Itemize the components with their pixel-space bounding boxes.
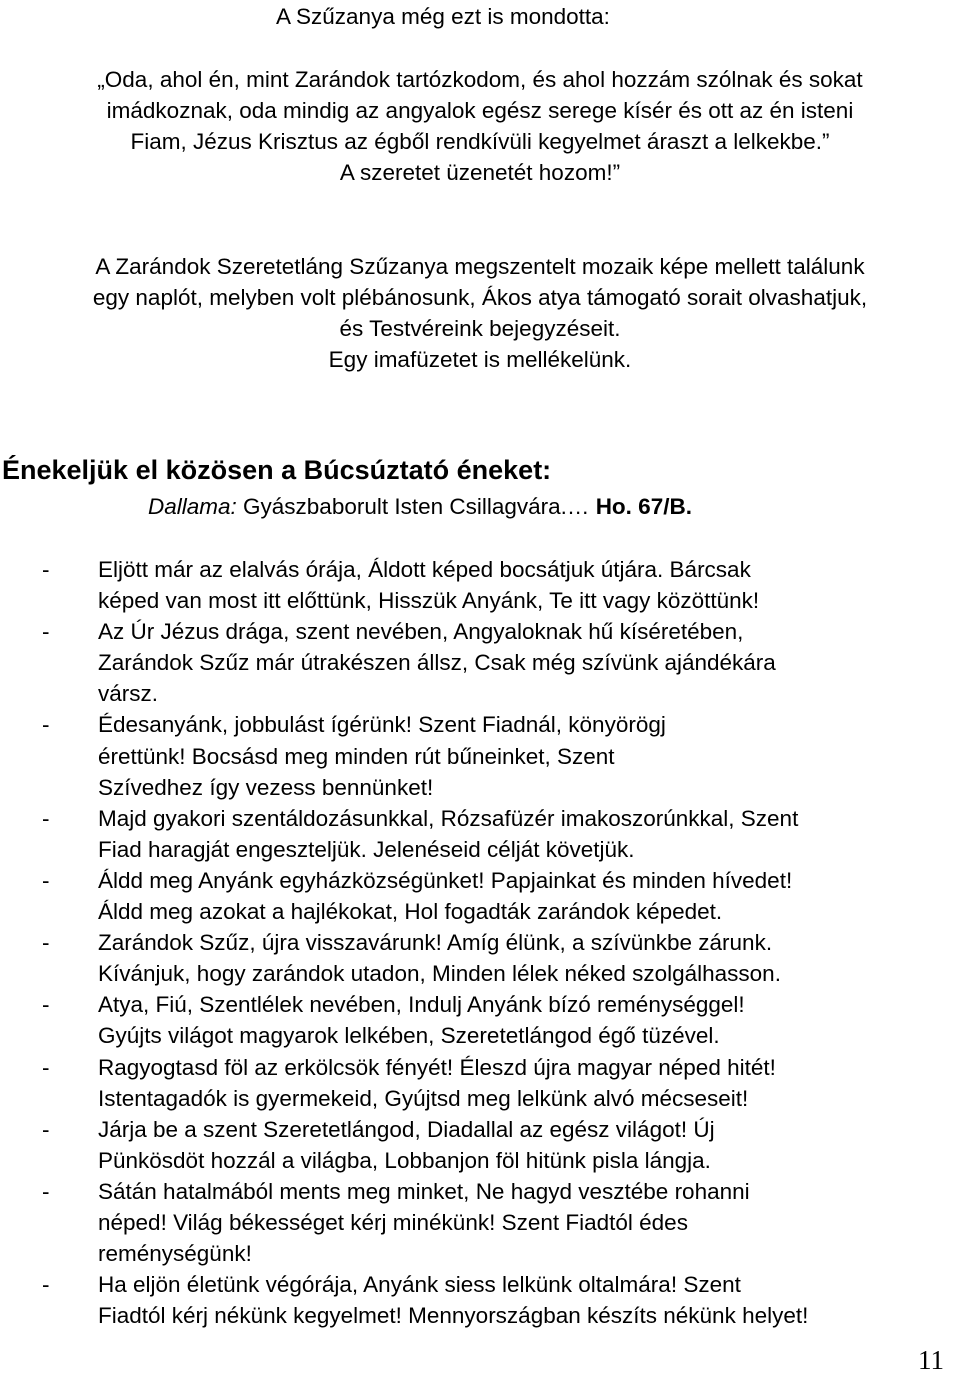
- verse-line: Zarándok Szűz már útrakészen állsz, Csak még szívünk ajándékára: [98, 650, 776, 676]
- hymn-reference: Ho. 67/B.: [595, 494, 692, 519]
- verse-item: [42, 1176, 954, 1269]
- verse-line: Majd gyakori szentáldozásunkkal, Rózsafüzér imakoszorúnkkal, Szent: [98, 805, 799, 831]
- verse-bullet: -: [42, 805, 50, 831]
- verse-item: [42, 927, 954, 989]
- verse-line: Istentagadók is gyermekeid, Gyújtsd meg lelkünk alvó mécseseit!: [98, 1085, 749, 1111]
- melody-label: Dallama:: [148, 494, 237, 519]
- verse-item: [42, 616, 954, 709]
- verse-line: Áldd meg Anyánk egyházközségünket! Papjainkat és minden hívedet!: [98, 867, 793, 893]
- verse-bullet: -: [42, 1054, 50, 1080]
- verse-line: Atya, Fiú, Szentlélek nevében, Indulj Anyánk bízó reménységgel!: [98, 992, 745, 1018]
- verse-line: Kívánjuk, hogy zarándok utadon, Minden lélek néked szolgálhasson.: [98, 961, 781, 987]
- paragraph-line: egy naplót, melyben volt plébánosunk, Ákos atya támogató sorait olvashatjuk,: [92, 285, 868, 310]
- paragraph-line: Egy imafüzetet is mellékelünk.: [328, 347, 632, 372]
- verse-text: [98, 616, 776, 709]
- verse-line: reménységünk!: [98, 1241, 252, 1267]
- song-heading: Énekeljük el közösen a Búcsúztató éneket:: [2, 455, 552, 485]
- verse-item: [42, 803, 954, 865]
- verse-item: [42, 1052, 954, 1114]
- verse-line: Szívedhez így vezess bennünket!: [98, 774, 434, 800]
- intro-line: A Szűzanya még ezt is mondotta:: [276, 4, 610, 29]
- verse-line: Eljött már az elalvás órája, Áldott képed bocsátjuk útjára. Bárcsak: [98, 557, 751, 582]
- verse-item: [42, 554, 954, 616]
- verse-bullet: -: [42, 992, 50, 1018]
- verse-text: [98, 1176, 750, 1269]
- quote-line: A szeretet üzenetét hozom!”: [339, 160, 621, 185]
- verse-text: [98, 989, 745, 1051]
- verse-line: Sátán hatalmából ments meg minket, Ne hagyd vesztébe rohanni: [98, 1178, 750, 1204]
- verse-line: Fiadtól kérj nékünk kegyelmet! Mennyországban készíts nékünk helyet!: [98, 1303, 809, 1329]
- verse-line: képed van most itt előttünk, Hisszük Anyánk, Te itt vagy közöttünk!: [98, 588, 760, 614]
- verse-line: Pünkösdöt hozzál a világba, Lobbanjon föl hitünk pisla lángja.: [98, 1147, 711, 1173]
- verse-line: Fiad haragját engeszteljük. Jelenéseid célját követjük.: [98, 836, 635, 862]
- verse-bullet: -: [42, 557, 50, 582]
- quote-line: Fiam, Jézus Krisztus az égből rendkívüli kegyelmet áraszt a lelkekbe.”: [130, 129, 830, 154]
- verse-text: [98, 1269, 808, 1331]
- verse-bullet: -: [42, 712, 50, 738]
- verse-line: Járja be a szent Szeretetlángod, Diadallal az egész világot! Új: [98, 1116, 715, 1142]
- verse-bullet: -: [42, 1116, 50, 1142]
- verse-line: Ragyogtasd föl az erkölcsök fényét! Éleszd újra magyar néped hitét!: [98, 1054, 776, 1080]
- info-paragraph: [0, 251, 960, 375]
- verse-text: [98, 1052, 776, 1114]
- verse-line: vársz.: [98, 681, 159, 707]
- verse-text: [98, 554, 759, 616]
- verse-line: Az Úr Jézus drága, szent nevében, Angyaloknak hű kíséretében,: [98, 619, 744, 645]
- verse-bullet: -: [42, 1178, 50, 1204]
- verse-item: [42, 865, 954, 927]
- verse-item: [42, 989, 954, 1051]
- melody-line: [148, 491, 692, 522]
- verse-item: [42, 709, 954, 802]
- paragraph-line: A Zarándok Szeretetláng Szűzanya megszentelt mozaik képe mellett találunk: [95, 254, 865, 279]
- quote-line: „Oda, ahol én, mint Zarándok tartózkodom, és ahol hozzám szólnak és sokat: [97, 67, 863, 92]
- paragraph-line: és Testvéreink bejegyzéseit.: [339, 316, 621, 341]
- quote-block: [0, 64, 960, 188]
- page-number: 11: [918, 1345, 944, 1375]
- verse-line: néped! Világ békességet kérj minékünk! Szent Fiadtól édes: [98, 1209, 688, 1235]
- verse-item: [42, 1114, 954, 1176]
- verse-bullet: -: [42, 619, 50, 645]
- verse-text: [98, 709, 666, 802]
- melody-title: Gyászbaborult Isten Csillagvára.…: [236, 494, 596, 519]
- verse-bullet: -: [42, 1272, 50, 1298]
- verse-bullet: -: [42, 930, 50, 956]
- verse-bullet: -: [42, 867, 50, 893]
- verse-text: [98, 865, 792, 927]
- verse-line: érettünk! Bocsásd meg minden rút bűneinket, Szent: [98, 743, 615, 769]
- verse-text: [98, 803, 798, 865]
- verse-line: Édesanyánk, jobbulást ígérünk! Szent Fiadnál, könyörögj: [98, 712, 666, 738]
- verse-line: Zarándok Szűz, újra visszavárunk! Amíg élünk, a szívünkbe zárunk.: [98, 930, 773, 956]
- verse-line: Gyújts világot magyarok lelkében, Szeretetlángod égő tüzével.: [98, 1023, 720, 1049]
- verse-list: [42, 554, 954, 1331]
- verse-item: [42, 1269, 954, 1331]
- verse-line: Ha eljön életünk végórája, Anyánk siess lelkünk oltalmára! Szent: [98, 1272, 741, 1298]
- verse-text: [98, 1114, 715, 1176]
- verse-line: Áldd meg azokat a hajlékokat, Hol fogadták zarándok képedet.: [98, 899, 723, 925]
- quote-line: imádkoznak, oda mindig az angyalok egész serege kísér és ott az én isteni: [106, 98, 854, 123]
- verse-text: [98, 927, 781, 989]
